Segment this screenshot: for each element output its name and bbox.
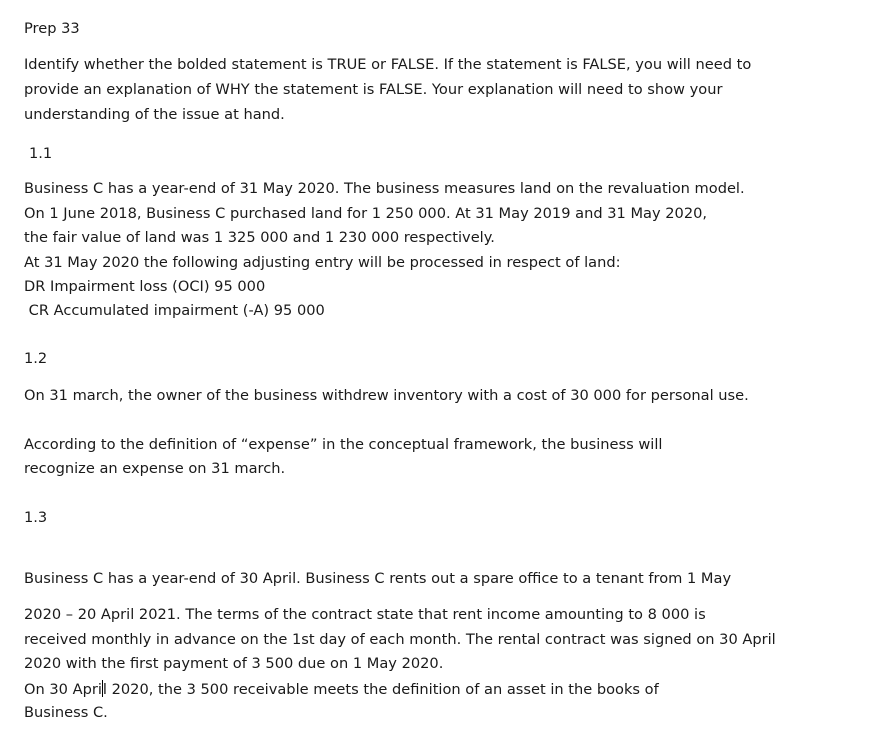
question-number-1-2: 1.2: [24, 350, 48, 367]
q1-1-line-5: DR Impairment loss (OCI) 95 000: [24, 278, 266, 295]
page-title: Prep 33: [24, 20, 80, 37]
q1-1-line-1: Business C has a year-end of 31 May 2020. The business measures land on the revaluation model.: [24, 180, 745, 197]
q1-2-context: On 31 march, the owner of the business withdrew inventory with a cost of 30 000 for personal use.: [24, 387, 749, 404]
q1-3-line-6: Business C.: [24, 704, 108, 721]
q1-1-line-2: On 1 June 2018, Business C purchased land for 1 250 000. At 31 May 2019 and 31 May 2020,: [24, 205, 708, 222]
q1-2-statement-line-1: According to the definition of “expense” in the conceptual framework, the business will: [24, 436, 663, 453]
question-number-1-3: 1.3: [24, 509, 48, 526]
q1-3-line-5-after-cursor: l 2020, the 3 500 receivable meets the definition of an asset in the books of: [102, 681, 659, 698]
q1-1-line-3: the fair value of land was 1 325 000 and 1 230 000 respectively.: [24, 229, 495, 246]
q1-3-line-3: received monthly in advance on the 1st day of each month. The rental contract was signed on 30 April: [24, 631, 776, 648]
instruction-line-3: understanding of the issue at hand.: [24, 106, 285, 123]
question-number-1-1: 1.1: [29, 145, 53, 162]
q1-2-statement-line-2: recognize an expense on 31 march.: [24, 460, 286, 477]
instruction-line-2: provide an explanation of WHY the statement is FALSE. Your explanation will need to show your: [24, 81, 723, 98]
q1-3-line-1: Business C has a year-end of 30 April. Business C rents out a spare office to a tenant from 1 May: [24, 570, 732, 587]
q1-3-line-5[interactable]: [24, 680, 659, 699]
q1-3-line-5-before-cursor: On 30 Apri: [24, 681, 102, 698]
q1-3-line-4: 2020 with the first payment of 3 500 due on 1 May 2020.: [24, 655, 444, 672]
q1-3-line-2: 2020 – 20 April 2021. The terms of the contract state that rent income amounting to 8 000 is: [24, 606, 706, 623]
q1-1-line-6: CR Accumulated impairment (-A) 95 000: [24, 302, 325, 319]
instruction-line-1: Identify whether the bolded statement is TRUE or FALSE. If the statement is FALSE, you will need to: [24, 56, 752, 73]
q1-1-line-4: At 31 May 2020 the following adjusting entry will be processed in respect of land:: [24, 254, 621, 271]
